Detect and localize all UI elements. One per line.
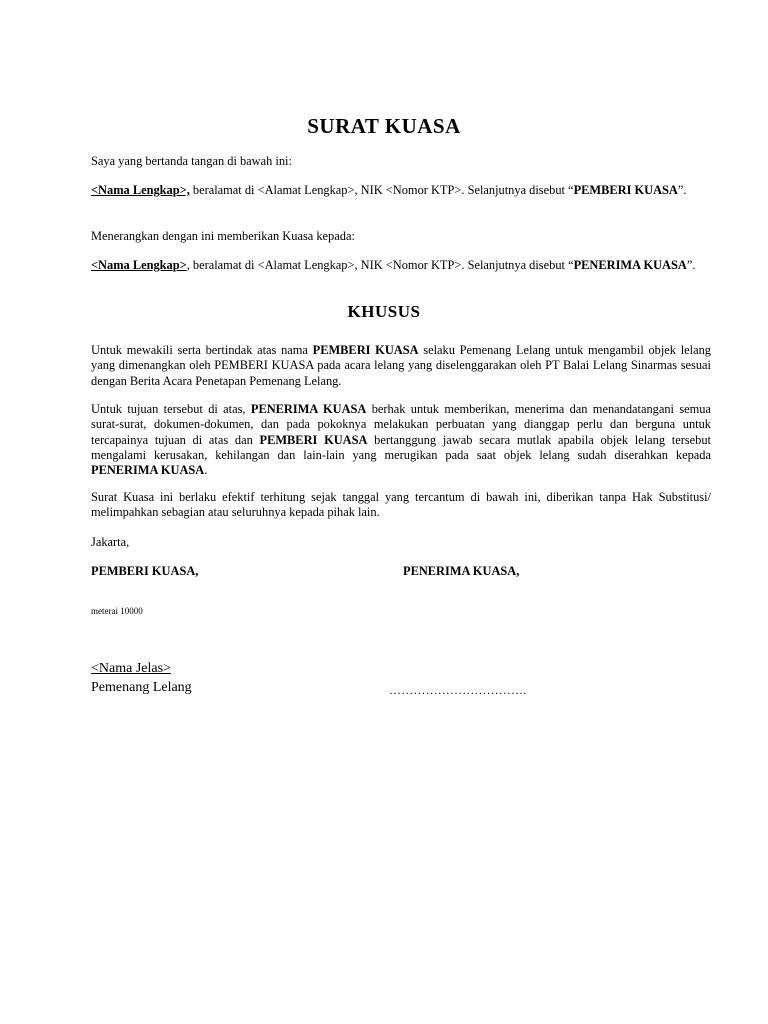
- intro-paragraph: Saya yang bertanda tangan di bawah ini:: [91, 154, 292, 168]
- purpose-paragraph: [91, 343, 711, 389]
- grantor-name-placeholder: <Nama Lengkap>,: [91, 183, 190, 197]
- purpose-bold-1: PEMBERI KUASA: [312, 343, 419, 357]
- rights-text-4: .: [204, 463, 208, 478]
- place-line: Jakarta,: [91, 535, 130, 549]
- grantor-role: PEMBERI KUASA: [573, 183, 678, 197]
- rights-bold-1: PENERIMA KUASA: [250, 402, 367, 416]
- rights-bold-3: PENERIMA KUASA: [91, 463, 205, 478]
- grantee-address-text: , beralamat di <Alamat Lengkap>, NIK <Nomor KTP>. Selanjutnya disebut “: [186, 258, 574, 272]
- statement-paragraph: Menerangkan dengan ini memberikan Kuasa kepada:: [91, 229, 355, 243]
- grantor-address-text: beralamat di <Alamat Lengkap>, NIK <Nomor KTP>. Selanjutnya disebut “: [189, 183, 574, 197]
- validity-paragraph: Surat Kuasa ini berlaku efektif terhitung sejak tanggal yang tercantum di bawah ini, diberikan tanpa Hak Substitusi/ melimpahkan sebagian atau seluruhnya kepada pihak lain.: [91, 490, 711, 520]
- grantor-clear-name: <Nama Jelas>: [91, 661, 171, 676]
- purpose-text-1: Untuk mewakili serta bertindak atas nama: [91, 343, 313, 357]
- grantor-signature-label: PEMBERI KUASA,: [91, 564, 199, 578]
- grantee-name-dots: …………………………….: [389, 683, 527, 697]
- grantee-paragraph: [91, 258, 711, 273]
- purpose-text-2: selaku Pemenang Lelang untuk mengambil objek lelang yang dimenangkan oleh PEMBERI KUASA pada acara lelang yang diselenggarakan oleh PT Balai Lelang Sinarmas sesuai dengan Berita Acara Penetapan Pemenang Lelang.: [91, 343, 711, 388]
- grantee-name-placeholder: <Nama Lengkap>: [91, 258, 187, 272]
- grantee-end: ”.: [686, 258, 696, 272]
- document-title: SURAT KUASA: [307, 114, 461, 138]
- grantor-paragraph: [91, 183, 711, 198]
- rights-text-3: bertanggung jawab secara mutlak apabila objek lelang tersebut mengalami kerusakan, kehilangan dan lain-lain yang merugikan pada saat objek lelang sudah diserahkan kepada: [91, 432, 711, 462]
- grantee-signature-label: PENERIMA KUASA,: [403, 564, 520, 578]
- grantee-role: PENERIMA KUASA: [573, 258, 687, 272]
- grantor-end: ”.: [677, 183, 687, 197]
- stamp-duty-note: meterai 10000: [91, 606, 143, 616]
- rights-text-1: Untuk tujuan tersebut di atas,: [91, 402, 251, 416]
- document-subtitle: KHUSUS: [347, 302, 421, 321]
- grantor-role-line: Pemenang Lelang: [91, 680, 192, 695]
- rights-text-2: berhak untuk memberikan, menerima dan menandatangani semua surat-surat, dokumen-dokumen, dan pada pokoknya melakukan perbuatan yang dianggap perlu dan berguna untuk tercapainya tujuan di atas dan: [91, 402, 711, 447]
- rights-bold-2: PEMBERI KUASA: [259, 432, 368, 447]
- rights-paragraph: [91, 402, 711, 478]
